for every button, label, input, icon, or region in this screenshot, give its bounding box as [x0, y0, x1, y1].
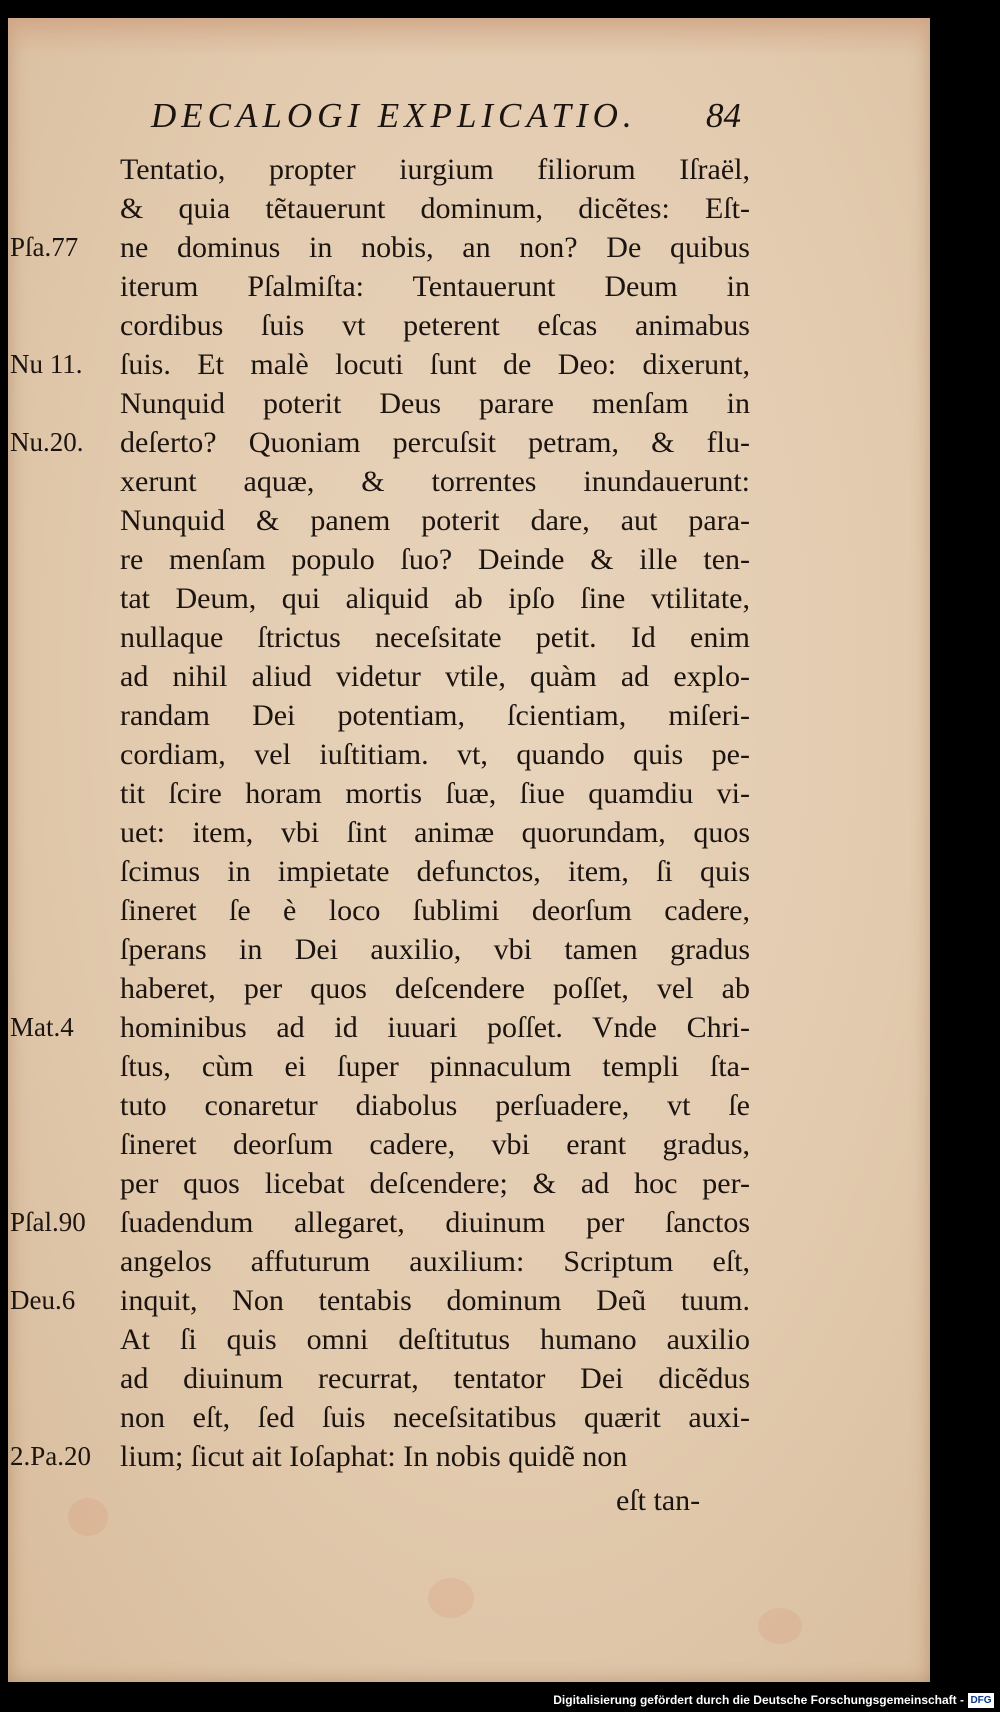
text-line [8, 735, 930, 774]
line-text: ad nihil aliud videtur vtile, quàm ad explo- [120, 660, 750, 693]
text-line [8, 852, 930, 891]
text-line [8, 1359, 930, 1398]
paper-stain [68, 1498, 108, 1536]
text-line [8, 657, 930, 696]
running-head [8, 88, 930, 138]
text-line [8, 1164, 930, 1203]
line-text: uet: item, vbi ſint animæ quorundam, quos [120, 816, 750, 849]
text-line [8, 228, 930, 267]
text-line [8, 462, 930, 501]
line-text: ſuis. Et malè locuti ſunt de Deo: dixerunt, [120, 348, 750, 381]
line-text: inquit, Non tentabis dominum Deũ tuum. [120, 1284, 750, 1317]
text-line [8, 696, 930, 735]
line-text: At ſi quis omni deſtitutus humano auxilio [120, 1323, 750, 1356]
margin-reference: Nu 11. [10, 349, 83, 379]
line-text: tuto conaretur diabolus perſuadere, vt ſe [120, 1089, 750, 1122]
line-text: nullaque ſtrictus neceſsitate petit. Id enim [120, 621, 750, 654]
line-text: ſcimus in impietate defunctos, item, ſi quis [120, 855, 750, 888]
text-line [8, 891, 930, 930]
line-text: re menſam populo ſuo? Deinde & ille ten- [120, 543, 750, 576]
text-line [8, 1047, 930, 1086]
line-text: tat Deum, qui aliquid ab ipſo ſine vtilitate, [120, 582, 750, 615]
body-text [8, 150, 930, 1476]
text-line [8, 267, 930, 306]
dfg-logo-icon: DFG [968, 1693, 994, 1708]
line-text: tit ſcire horam mortis ſuæ, ſiue quamdiu vi- [120, 777, 750, 810]
text-line [8, 501, 930, 540]
catchword: eſt tan- [616, 1484, 701, 1517]
line-text: xerunt aquæ, & torrentes inundauerunt: [120, 465, 750, 498]
page-number: 84 [706, 96, 741, 135]
margin-reference: Mat.4 [10, 1012, 74, 1042]
margin-reference: 2.Pa.20 [10, 1441, 91, 1471]
margin-reference: Nu.20. [10, 427, 84, 457]
line-text: ſperans in Dei auxilio, vbi tamen gradus [120, 933, 750, 966]
text-line [8, 1320, 930, 1359]
text-line [8, 1008, 930, 1047]
text-line [8, 1437, 930, 1476]
text-line [8, 579, 930, 618]
text-line [8, 1086, 930, 1125]
line-text: & quia tẽtauerunt dominum, dicẽtes: Eſt- [120, 192, 750, 225]
page-top-discoloration [8, 18, 930, 56]
text-line [8, 306, 930, 345]
text-line [8, 618, 930, 657]
line-text: ſuadendum allegaret, diuinum per ſanctos [120, 1206, 750, 1239]
line-text: ſtus, cùm ei ſuper pinnaculum templi ſta- [120, 1050, 750, 1083]
paper-stain [758, 1608, 802, 1644]
text-line [8, 423, 930, 462]
paper-stain [428, 1578, 474, 1618]
text-line [8, 969, 930, 1008]
line-text: lium; ſicut ait Ioſaphat: In nobis quidẽ non [120, 1440, 628, 1473]
margin-reference: Pſal.90 [10, 1207, 86, 1237]
line-text: deſerto? Quoniam percuſsit petram, & flu- [120, 426, 750, 459]
line-text: Tentatio, propter iurgium filiorum Iſraël, [120, 153, 750, 186]
text-line [8, 345, 930, 384]
text-line [8, 1398, 930, 1437]
margin-reference: Deu.6 [10, 1285, 76, 1315]
line-text: hominibus ad id iuuari poſſet. Vnde Chri- [120, 1011, 750, 1044]
line-text: iterum Pſalmiſta: Tentauerunt Deum in [120, 270, 750, 303]
text-line [8, 1281, 930, 1320]
footer-credit: Digitalisierung gefördert durch die Deutsche Forschungsgemeinschaft - [553, 1693, 964, 1707]
running-title: DECALOGI EXPLICATIO. [151, 96, 637, 135]
line-text: angelos affuturum auxilium: Scriptum eſt, [120, 1245, 750, 1278]
text-line [8, 1242, 930, 1281]
digitization-footer [0, 1690, 1000, 1712]
text-line [8, 189, 930, 228]
line-text: Nunquid poterit Deus parare menſam in [120, 387, 750, 420]
text-line [8, 384, 930, 423]
line-text: randam Dei potentiam, ſcientiam, miſeri- [120, 699, 750, 732]
line-text: Nunquid & panem poterit dare, aut para- [120, 504, 750, 537]
text-line [8, 1203, 930, 1242]
line-text: ad diuinum recurrat, tentator Dei dicẽdus [120, 1362, 750, 1395]
text-line [8, 930, 930, 969]
line-text: haberet, per quos deſcendere poſſet, vel ab [120, 972, 750, 1005]
line-text: cordibus ſuis vt peterent eſcas animabus [120, 309, 750, 342]
line-text: per quos licebat deſcendere; & ad hoc per- [120, 1167, 750, 1200]
text-line [8, 774, 930, 813]
text-line [8, 813, 930, 852]
text-line [8, 540, 930, 579]
line-text: cordiam, vel iuſtitiam. vt, quando quis pe- [120, 738, 750, 771]
line-text: ſineret ſe è loco ſublimi deorſum cadere, [120, 894, 750, 927]
book-page [8, 18, 930, 1682]
margin-reference: Pſa.77 [10, 232, 79, 262]
line-text: non eſt, ſed ſuis neceſsitatibus quærit auxi- [120, 1401, 750, 1434]
text-line [8, 1125, 930, 1164]
line-text: ne dominus in nobis, an non? De quibus [120, 231, 750, 264]
line-text: ſineret deorſum cadere, vbi erant gradus, [120, 1128, 750, 1161]
text-line [8, 150, 930, 189]
